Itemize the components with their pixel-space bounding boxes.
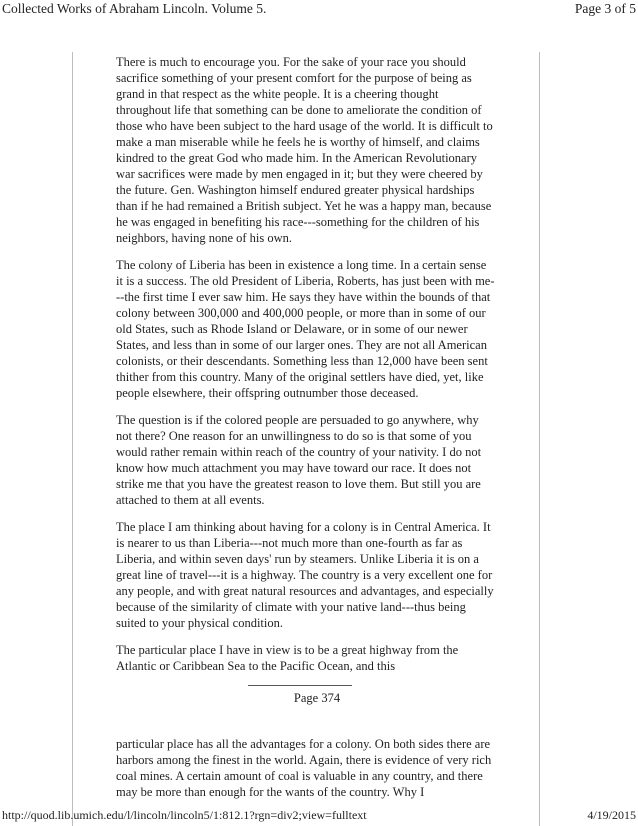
page-number-marker: Page 374 <box>293 691 341 705</box>
right-margin-rule <box>539 52 540 826</box>
paragraph: The place I am thinking about having for a colony is in Central America. It is nearer to us than Liberia---not much more than one-fourth as far as Liberia, and within seven days' run by steamers. Unlike Liberia it is on a great line of travel---it is a highway. The country is a very excellent one for any people, and with great natural resources and advantages, and especially because of the similarity of climate with your native land---thus being suited to your physical condition. <box>116 520 494 630</box>
document-title: Collected Works of Abraham Lincoln. Volume 5. <box>2 1 267 16</box>
paragraph: There is much to encourage you. For the sake of your race you should sacrifice something of your present comfort for the purpose of being as grand in that respect as the white people. It is a cheering thought throughout life that something can be done to ameliorate the condition of those who have been subject to the hard usage of the world. It is difficult to make a man miserable while he feels he is worthy of himself, and claims kindred to the great God who made him. In the American Revolutionary war sacrifices were made by men engaged in it; but they were cheered by the future. Gen. Washington himself endured greater physical hardships than if he had remained a British subject. Yet he was a happy man, because he was engaged in benefiting his race---something for the children of his neighbors, having none of his own. <box>116 55 493 245</box>
paragraph: The question is if the colored people are persuaded to go anywhere, why not there? One reason for an unwillingness to do so is that some of you would rather remain within reach of the country of your nativity. I do not know how much attachment you may have toward our race. It does not strike me that you have the greatest reason to love them. But still you are attached to them at all events. <box>116 413 482 507</box>
document-body <box>116 54 496 811</box>
paragraph: The colony of Liberia has been in existence a long time. In a certain sense it is a success. The old President of Liberia, Roberts, has just been with me---the first time I ever saw him. He says they have within the bounds of that colony between 300,000 and 400,000 people, or more than in some of our old States, such as Rhode Island or Delaware, or in some of our newer States, and less than in some of our larger ones. They are not all American colonists, or their descendants. Something less than 12,000 have been sent thither from this country. Many of the original settlers have died, yet, like people elsewhere, their offspring outnumber those deceased. <box>116 258 495 400</box>
page-indicator: Page 3 of 5 <box>574 1 636 16</box>
source-url-link[interactable]: http://quod.lib.umich.edu/l/lincoln/lincoln5/1:812.1?rgn=div2;view=fulltext <box>2 808 367 822</box>
left-margin-rule <box>72 52 73 826</box>
paragraph: The particular place I have in view is to be a great highway from the Atlantic or Caribbean Sea to the Pacific Ocean, and this <box>116 643 459 673</box>
page-separator-line <box>248 685 352 686</box>
continuation-paragraph: particular place has all the advantages for a colony. On both sides there are harbors among the finest in the world. Again, there is evidence of very rich coal mines. A certain amount of coal is valuable in any country, and there may be more than enough for the wants of the country. Why I <box>116 737 492 799</box>
print-date: 4/19/2015 <box>587 808 636 822</box>
